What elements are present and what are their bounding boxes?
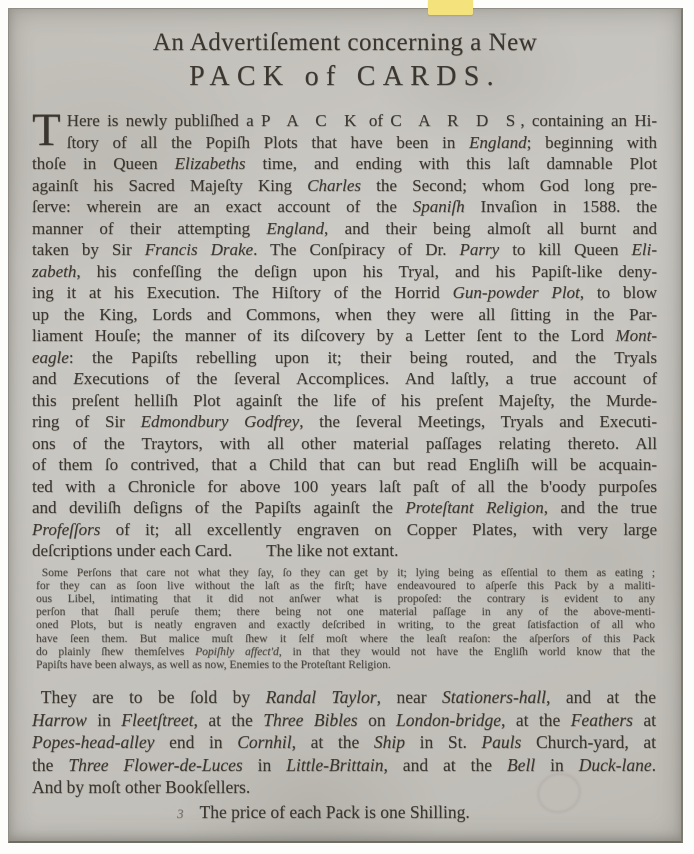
price-text: The price of each Pack is one Shilling. xyxy=(199,801,470,822)
drop-cap: T xyxy=(32,104,61,156)
yellow-tab-sticker xyxy=(428,0,473,15)
price-line xyxy=(9,802,681,823)
small-print-text: Some Perſons that care not what they ſay, ſo they can get by it; lying being as eſſential to them as eating ; for they can as ſoon live without the laſt as the firſt; have endeavoured to aſperſe this Pack by a maliti- ous Libel, intimating that it did not anſwer what is propoſed: the contrary is evident to any perſon that ſhall peruſe them; there being not one material paſſage in any of the above-menti- oned Plots, but is neatly engraven and exactly deſcribed in writing, to the great ſatisfaction of all who have ſeen them. But malice muſt ſhew it ſelf moſt where the leaſt reaſon: the aſperſors of this Pack do plainly ſhew themſelves Popiſhly affect'd, in that they would not have the Engliſh world know that the Papiſts have been always, as well as now, Enemies to the Proteſtant Religion. xyxy=(36,566,655,671)
booksellers-paragraph xyxy=(9,686,681,799)
main-paragraph-text: Here is newly publiſhed a P A C K of C A R D S, containing an Hi- ſtory of all the Popiſh Plots that have been in England; beginning with thoſe in Queen Elizabeths time, and ending with this laſt damnable Plot againſt his Sacred Majeſty King Charles the Second; whom God long pre- ſerve: wherein are an exact account of the Spaniſh Invaſion in 1588. the manner of their attempting England, and their being almoſt all burnt and taken by Sir Francis Drake. The Conſpiracy of Dr. Parry to kill Queen Eli- zabeth, his confeſſing the deſign upon his Tryal, and his Papiſt-like deny- ing it at his Execution. The Hiſtory of the Horrid Gun-powder Plot, to blow up the King, Lords and Commons, when they were all ſitting in the Par- liament Houſe; the manner of its diſcovery by a Letter ſent to the Lord Mont- eagle: the Papiſts rebelling upon it; their being routed, and the Tryals and Executions of the ſeveral Accomplices. And laſtly, a true account of this preſent helliſh Plot againſt the life of his preſent Majeſty, the Murde- ring of Sir Edmondbury Godfrey, the ſeveral Meetings, Tryals and Executi- ons of the Traytors, with all other material paſſages relating thereto. All of them ſo contrived, that a Child that can but read Engliſh will be acquain- ted with a Chronicle for above 100 years laſt paſt of all the b'oody purpoſes and deviliſh deſigns of the Papiſts againſt the Proteſtant Religion, and the true Profeſſors of it; all excellently engraven on Copper Plates, with very large deſcriptions under each Card. The like not extant. xyxy=(32,111,658,560)
main-paragraph xyxy=(9,104,681,562)
printers-signature-mark: 3 xyxy=(177,805,184,821)
paper-page xyxy=(8,8,683,843)
title-line-1: An Advertiſement concerning a New xyxy=(152,29,538,56)
small-print-notice xyxy=(9,567,681,673)
title-line-2: PACK of CARDS. xyxy=(189,61,501,92)
booksellers-text: They are to be ſold by Randal Taylor, near Stationers-hall, and at the Harrow in Fleetſtreet, at the Three Bibles on London-bridge, at the Feathers at Popes-head-alley end in Cornhil, at the Ship in St. Pauls Church-yard, at the Three Flower-de-Luces in Little-Brittain, and at the Bell in Duck-lane. And by moſt other Bookſellers. xyxy=(32,687,657,798)
page-title xyxy=(9,29,681,93)
